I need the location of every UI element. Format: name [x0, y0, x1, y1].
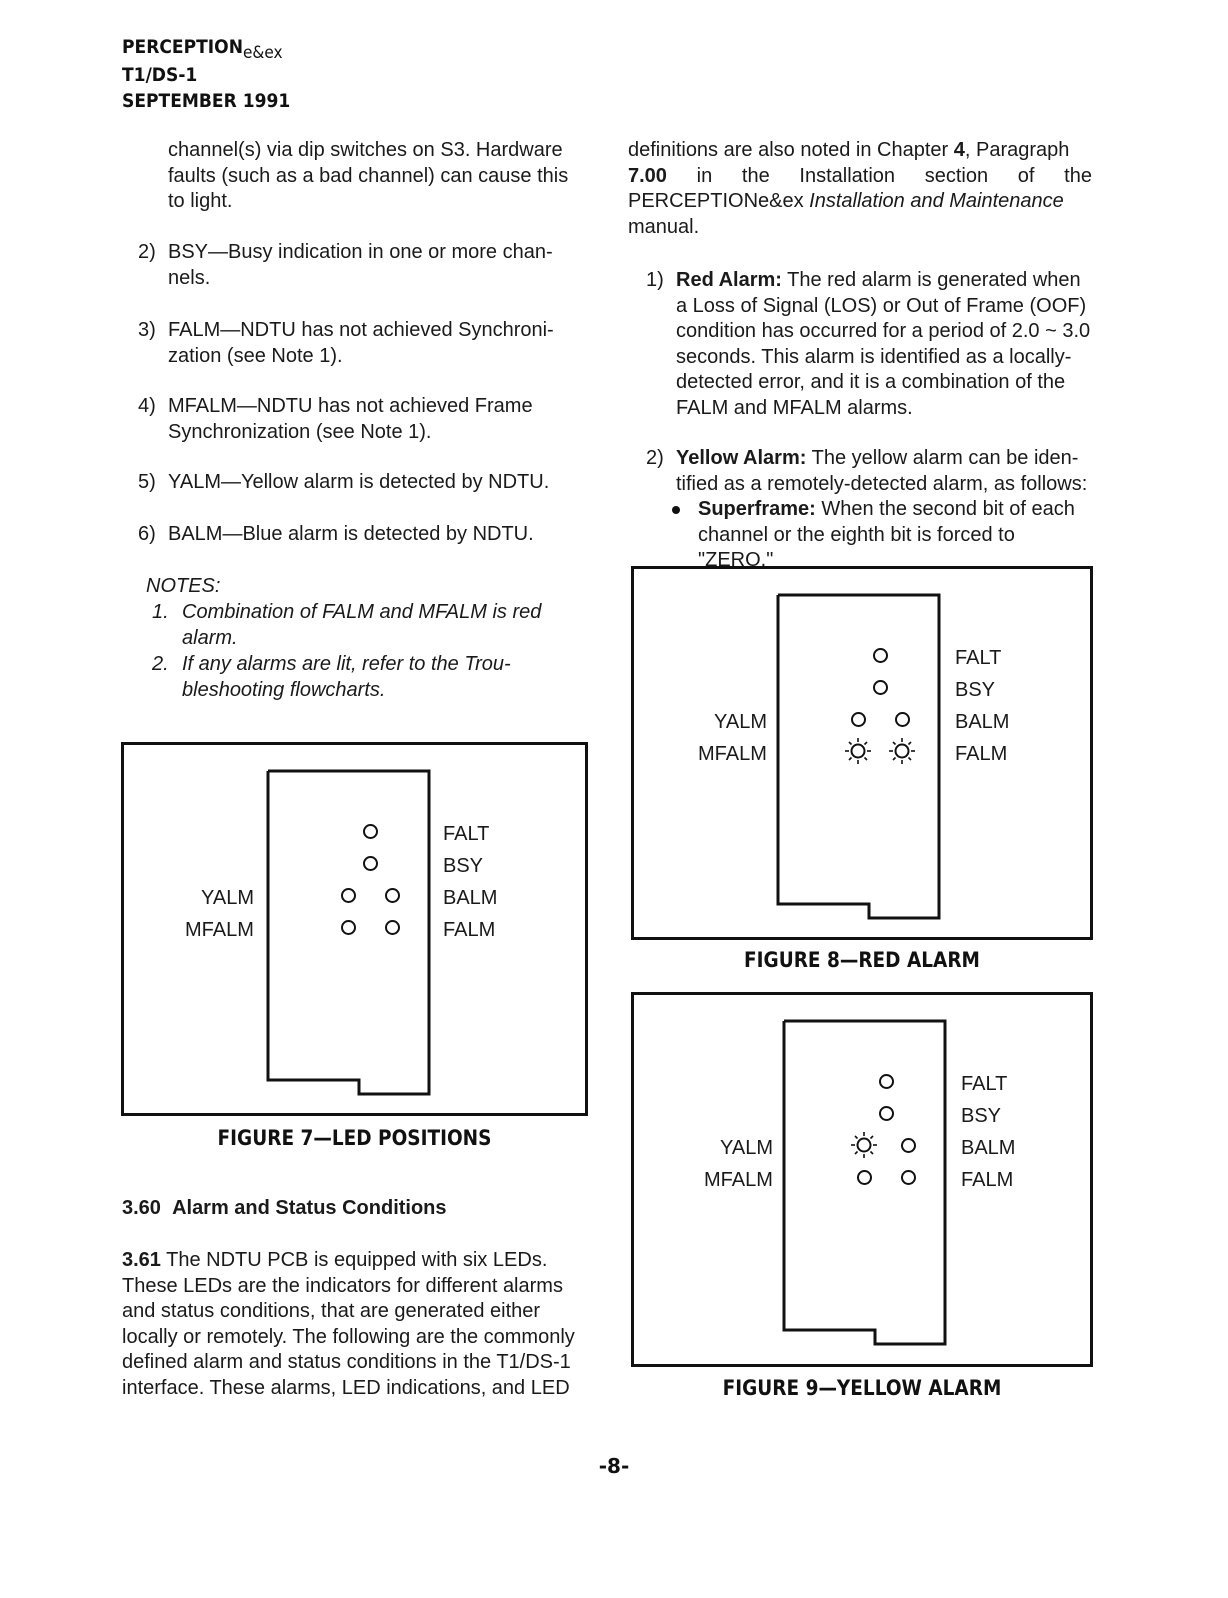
led-bsy [879, 1106, 894, 1121]
header-doc: T1/DS-1 [122, 64, 198, 86]
led-mfalm-lit-icon [843, 736, 873, 766]
figure-7-caption: FIGURE 7—LED POSITIONS [217, 1126, 492, 1150]
label-balm: BALM [443, 887, 498, 909]
figure-9-caption: FIGURE 9—YELLOW ALARM [722, 1376, 1002, 1400]
list-item: 6) BALM—Blue alarm is detected by NDTU. [138, 523, 534, 545]
label-mfalm: MFALM [704, 1169, 773, 1191]
page-number: -8- [598, 1454, 630, 1478]
led-mfalm [857, 1170, 872, 1185]
label-falt: FALT [443, 823, 490, 845]
red-alarm-item: 1) Red Alarm: The red alarm is generated when a Loss of Signal (LOS) or Out of Frame (OOF) condition has occurred for a period of 2.0 ~ 3.0 seconds. This alarm is identified as a locally- detected error, and it is a combination of the FALM and MFALM alarms. [646, 269, 1091, 419]
bullet-icon [672, 506, 680, 514]
list-item: 3) FALM—NDTU has not achieved Synchroni- zation (see Note 1). [138, 319, 554, 367]
label-yalm: YALM [201, 887, 254, 909]
label-falm: FALM [961, 1169, 1014, 1191]
led-falt [879, 1074, 894, 1089]
figure-8-caption: FIGURE 8—RED ALARM [744, 948, 980, 972]
label-falt: FALT [961, 1073, 1008, 1095]
label-bsy: BSY [961, 1105, 1002, 1127]
led-mfalm [341, 920, 356, 935]
note-item: 1. Combination of FALM and MFALM is red alarm. [152, 601, 542, 649]
led-balm [385, 888, 400, 903]
led-balm [901, 1138, 916, 1153]
led-balm [895, 712, 910, 727]
continued-text: channel(s) via dip switches on S3. Hardware faults (such as a bad channel) can cause this to light. [168, 139, 569, 212]
list-item: 5) YALM—Yellow alarm is detected by NDTU. [138, 471, 550, 493]
intro-paragraph: definitions are also noted in Chapter 4, Paragraph 7.00 in the Installation section of the PERCEPTIONe&ex Installation and Maintenance manual. [628, 139, 1092, 238]
label-bsy: BSY [443, 855, 484, 877]
label-yalm: YALM [720, 1137, 773, 1159]
label-mfalm: MFALM [698, 743, 767, 765]
list-item: 4) MFALM—NDTU has not achieved Frame Synchronization (see Note 1). [138, 395, 533, 443]
led-falm-lit-icon [887, 736, 917, 766]
figure-7 [121, 742, 588, 1116]
header-product: $PERCEPTION_{e\&ex}$ [122, 36, 283, 63]
list-item: 2) BSY—Busy indication in one or more chan- nels. [138, 241, 553, 289]
led-yalm [851, 712, 866, 727]
led-falm [385, 920, 400, 935]
led-falm [901, 1170, 916, 1185]
led-yalm-lit-icon [849, 1130, 879, 1160]
led-yalm [341, 888, 356, 903]
yellow-alarm-item: 2) Yellow Alarm: The yellow alarm can be iden- tified as a remotely-detected alarm, as follows: [646, 447, 1088, 495]
label-balm: BALM [955, 711, 1010, 733]
section-heading: 3.60 Alarm and Status Conditions [122, 1197, 447, 1219]
label-falm: FALM [955, 743, 1008, 765]
figure-9 [631, 992, 1093, 1367]
label-falm: FALM [443, 919, 496, 941]
led-bsy [363, 856, 378, 871]
figure-8 [631, 566, 1093, 940]
note-item: 2. If any alarms are lit, refer to the Trou- bleshooting flowcharts. [152, 653, 511, 701]
label-yalm: YALM [714, 711, 767, 733]
label-mfalm: MFALM [185, 919, 254, 941]
header-date: SEPTEMBER 1991 [122, 90, 291, 112]
notes-title: NOTES: [146, 575, 221, 597]
label-bsy: BSY [955, 679, 996, 701]
led-bsy [873, 680, 888, 695]
led-falt [363, 824, 378, 839]
label-balm: BALM [961, 1137, 1016, 1159]
paragraph-3-61: 3.61 The NDTU PCB is equipped with six LEDs. These LEDs are the indicators for different alarms and status conditions, that are generated either locally or remotely. The following are the commonly defined alarm and status conditions in the T1/DS-1 interface. These alarms, LED indications, and LED [122, 1249, 575, 1399]
superframe-bullet: Superframe: When the second bit of each channel or the eighth bit is forced to "ZERO." [698, 498, 1075, 571]
label-falt: FALT [955, 647, 1002, 669]
led-falt [873, 648, 888, 663]
